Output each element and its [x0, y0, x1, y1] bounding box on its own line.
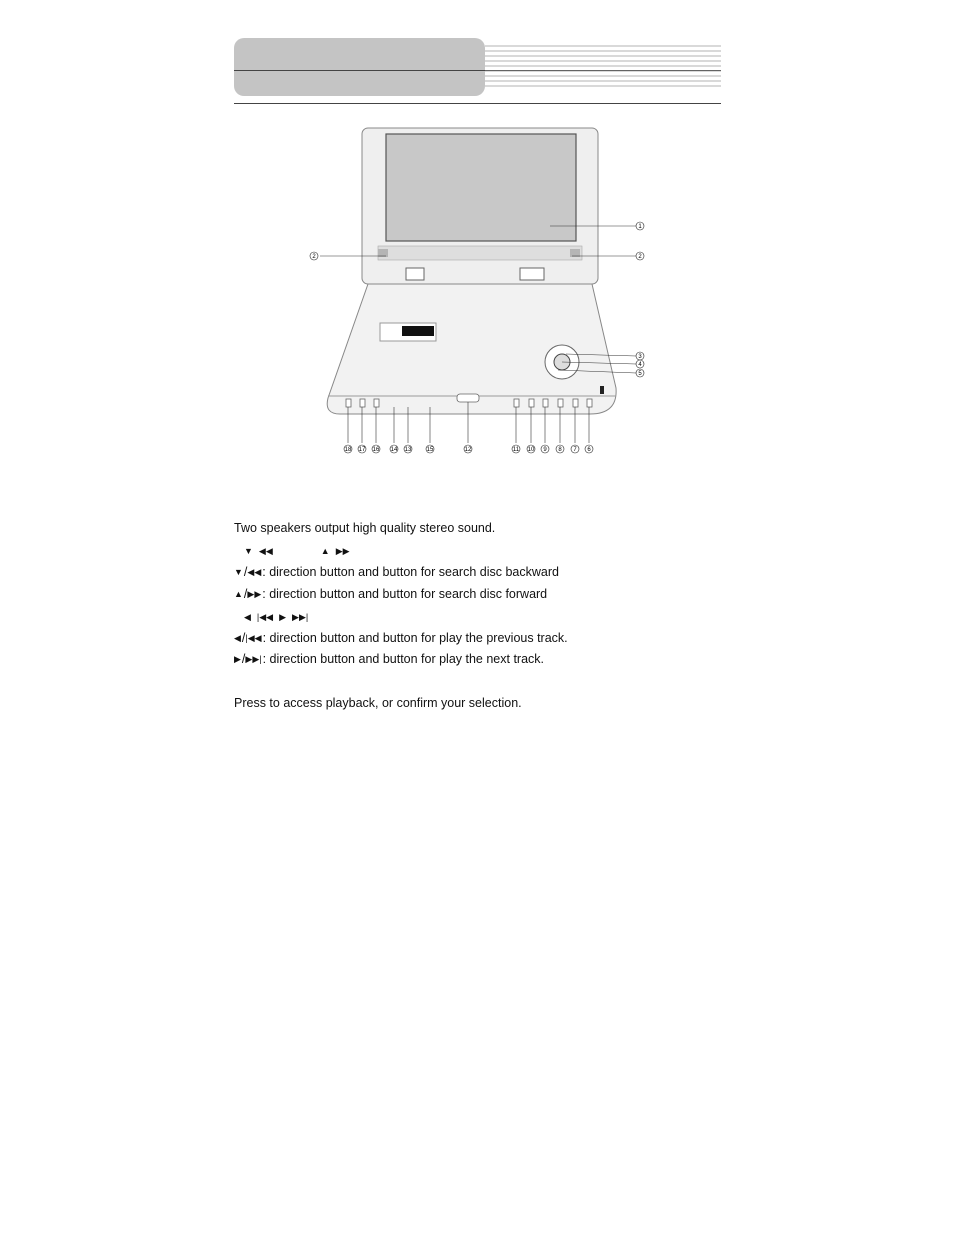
left-arrow-icon: ◀ [234, 633, 241, 643]
right-arrow-icon: ▶ [279, 612, 287, 622]
next-track-icon: ▶▶| [245, 654, 262, 664]
left-arrow-icon: ◀ [244, 612, 251, 622]
callout-number: 4 [638, 362, 642, 368]
header-stripes [485, 44, 721, 90]
callout-number: 11 [512, 447, 520, 453]
up-button-line: ▲ / ▶▶ : direction button and button for search disc forward [234, 587, 548, 601]
previous-track-icon: |◀◀ [256, 612, 274, 622]
up-button-desc: : direction button and button for search disc forward [262, 587, 548, 601]
callout-number: 15 [426, 447, 434, 453]
right-button-line: ▶ / ▶▶| : direction button and button for play the next track. [234, 652, 545, 666]
left-button-line: ◀ / |◀◀ : direction button and button for play the previous track. [234, 631, 568, 645]
down-button-line: ▼ / ◀◀ : direction button and button for search disc backward [234, 565, 559, 579]
dvd-player-illustration [300, 118, 660, 463]
rewind-icon: ◀◀ [258, 546, 273, 556]
callout-number: 1 [638, 224, 642, 230]
down-arrow-icon: ▼ [244, 546, 253, 556]
down-arrow-icon: ▼ [234, 567, 243, 577]
callout-number: 6 [587, 447, 591, 453]
callout-number: 16 [372, 447, 380, 453]
callout-number: 3 [638, 354, 642, 360]
enter-description: Press to access playback, or confirm your selection. [234, 696, 522, 710]
lcd-screen [386, 134, 576, 241]
callout-number: 8 [558, 447, 562, 453]
fast-forward-icon: ▶▶ [335, 546, 350, 556]
fast-forward-icon: ▶▶ [247, 589, 262, 599]
next-track-icon: ▶▶| [292, 612, 309, 622]
callout-number: 18 [344, 447, 352, 453]
callout-number: 9 [543, 447, 547, 453]
down-button-desc: : direction button and button for search disc backward [262, 565, 559, 579]
callout-number: 12 [464, 447, 472, 453]
callout-number: 7 [573, 447, 577, 453]
callout-number: 10 [527, 447, 535, 453]
up-arrow-icon: ▲ [234, 589, 243, 599]
header-rule [234, 103, 721, 104]
up-arrow-icon: ▲ [320, 546, 330, 556]
callout-number: 2 [638, 254, 642, 260]
callout-number: 17 [358, 447, 366, 453]
leftright-icon-row [244, 609, 314, 625]
right-arrow-icon: ▶ [234, 654, 241, 664]
callout-number: 14 [390, 447, 398, 453]
callout-number: 5 [638, 371, 642, 377]
updown-icon-row [244, 543, 356, 559]
left-button-desc: : direction button and button for play the previous track. [262, 631, 568, 645]
callout-number: 2 [312, 254, 316, 260]
right-button-desc: : direction button and button for play the next track. [262, 652, 545, 666]
section-header-box [234, 38, 485, 96]
callout-number: 13 [404, 447, 412, 453]
rewind-icon: ◀◀ [247, 567, 262, 577]
previous-track-icon: |◀◀ [245, 633, 262, 643]
speakers-description: Two speakers output high quality stereo sound. [234, 521, 496, 535]
